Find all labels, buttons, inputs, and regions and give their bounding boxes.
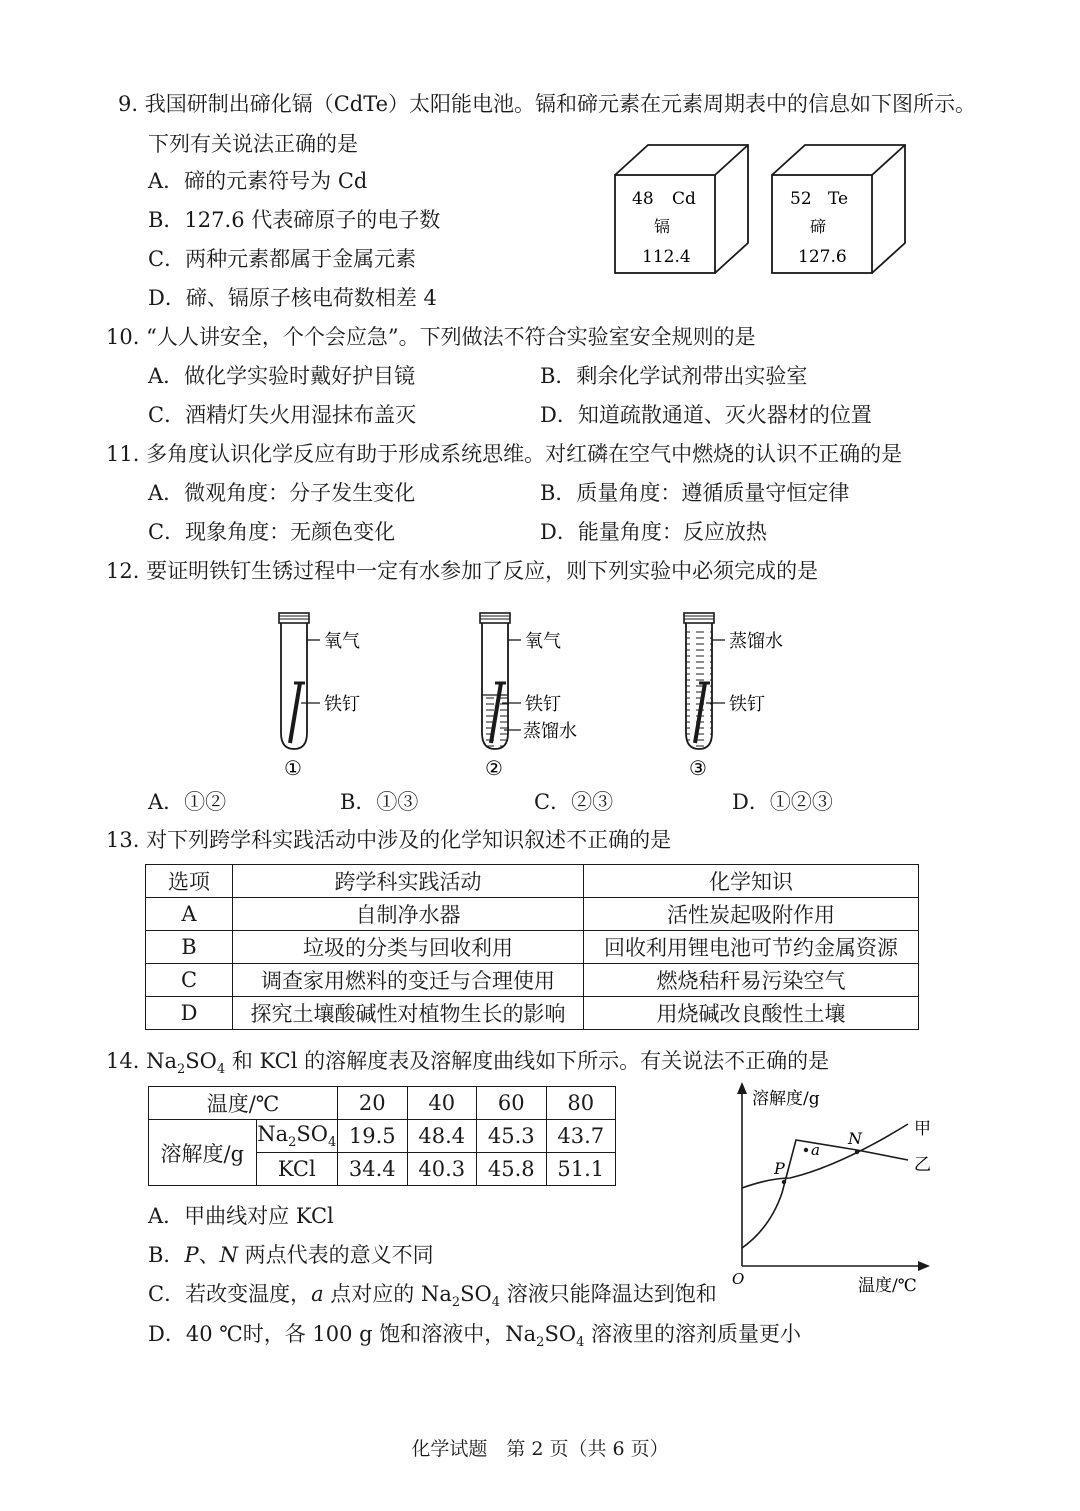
point-p-marker <box>782 1180 786 1184</box>
label-yi: 乙 <box>914 1155 931 1175</box>
q10-option-c: C．酒精灯失火用湿抹布盖灭 <box>148 403 417 427</box>
q14-b-prefix: B． <box>148 1243 185 1267</box>
so-sub: 4 <box>328 1135 337 1151</box>
q14-c-a: a <box>311 1282 324 1306</box>
table-cell: 48.4 <box>407 1120 477 1153</box>
q11-stem-text: 多角度认识化学反应有助于形成系统思维。对红磷在空气中燃烧的认识不正确的是 <box>146 442 903 466</box>
q14-c-sub2: 4 <box>491 1295 501 1311</box>
q14-stem-na: Na <box>146 1049 177 1073</box>
temp-cell: 20 <box>338 1087 408 1120</box>
q14-c-prefix: C．若改变温度， <box>148 1282 312 1306</box>
temp-cell: 60 <box>477 1087 547 1120</box>
table-cell: C <box>146 964 233 997</box>
q11-number: 11. <box>106 442 140 466</box>
q11-option-c: C．现象角度：无颜色变化 <box>148 520 396 544</box>
q12-stem-text: 要证明铁钉生锈过程中一定有水参加了反应，则下列实验中必须完成的是 <box>146 559 819 583</box>
graph-origin: O <box>732 1270 745 1288</box>
q11-option-b: B．质量角度：遵循质量守恒定律 <box>540 481 850 505</box>
test-tube-2 <box>480 613 521 749</box>
q14-option-d <box>148 1320 801 1357</box>
q14-b-text: 两点代表的意义不同 <box>237 1243 434 1267</box>
q14-d-so: SO <box>544 1322 577 1346</box>
q14-d-text: 溶液里的溶剂质量更小 <box>584 1322 802 1346</box>
q11-stem <box>106 440 902 468</box>
te-name: 碲 <box>810 217 827 236</box>
tube2-index: ② <box>485 756 503 780</box>
q13-stem-text: 对下列跨学科实践活动中涉及的化学知识叙述不正确的是 <box>146 828 672 852</box>
cd-name: 镉 <box>654 217 671 236</box>
table-cell: 活性炭起吸附作用 <box>584 898 919 931</box>
table-cell: 51.1 <box>546 1153 616 1186</box>
q14-b-sep: 、 <box>198 1243 220 1267</box>
table-header-cell: 化学知识 <box>584 865 919 898</box>
table-cell: 用烧碱改良酸性土壤 <box>584 997 919 1030</box>
q14-stem-sub2: 4 <box>216 1062 226 1078</box>
q12-option-b: B．①③ <box>340 790 419 814</box>
table-cell: B <box>146 931 233 964</box>
q11-option-d: D．能量角度：反应放热 <box>540 520 767 544</box>
tube3-label-water: 蒸馏水 <box>729 631 783 652</box>
table-row <box>146 997 919 1030</box>
row-label-na2so4 <box>256 1120 337 1153</box>
q12-option-a: A．①② <box>148 790 227 814</box>
label-n: N <box>848 1129 862 1148</box>
solubility-group-label: 溶解度/g <box>149 1120 257 1186</box>
q12-number: 12. <box>106 559 140 583</box>
tube2-label-nail: 铁钉 <box>525 694 561 715</box>
table-row <box>146 964 919 997</box>
q14-c-mid: 点对应的 Na <box>323 1282 452 1306</box>
table-cell: 调查家用燃料的变迁与合理使用 <box>233 964 584 997</box>
table-header-row <box>149 1087 616 1120</box>
table-cell: 自制净水器 <box>233 898 584 931</box>
table-cell: 垃圾的分类与回收利用 <box>233 931 584 964</box>
table-row <box>146 898 919 931</box>
q10-number: 10. <box>106 325 140 349</box>
tube1-index: ① <box>284 756 302 780</box>
table-cell: A <box>146 898 233 931</box>
table-cell: D <box>146 997 233 1030</box>
q10-stem-text: “人人讲安全，个个会应急”。下列做法不符合实验室安全规则的是 <box>146 325 756 349</box>
table-cell: 40.3 <box>407 1153 477 1186</box>
te-atomic-number: 52 <box>790 189 812 209</box>
tube1-label-nail: 铁钉 <box>324 694 360 715</box>
cd-atomic-number: 48 <box>632 189 654 209</box>
q13-stem <box>106 826 671 854</box>
q14-solubility-table <box>148 1086 616 1186</box>
label-p: P <box>774 1159 785 1178</box>
q12-stem <box>106 557 818 585</box>
table-row <box>146 931 919 964</box>
q14-option-a: A．甲曲线对应 KCl <box>148 1204 334 1228</box>
table-row <box>149 1120 616 1153</box>
q9-stem-text1: 我国研制出碲化镉（CdTe）太阳能电池。镉和碲元素在元素周期表中的信息如下图所示。 <box>144 92 977 116</box>
q9-option-d: D．碲、镉原子核电荷数相差 4 <box>148 286 437 310</box>
graph-xlabel: 温度/℃ <box>858 1276 917 1296</box>
test-tube-1 <box>279 613 320 749</box>
q14-stem-text: 和 KCl 的溶解度表及溶解度曲线如下所示。有关说法不正确的是 <box>225 1049 830 1073</box>
y-axis-arrow <box>737 1082 747 1094</box>
q9-stem-line1 <box>118 90 976 118</box>
q14-c-so: SO <box>460 1282 492 1306</box>
tube3-index: ③ <box>689 756 707 780</box>
q9-option-a: A．碲的元素符号为 Cd <box>148 169 368 193</box>
q14-stem-so: SO <box>185 1049 217 1073</box>
q14-number: 14. <box>106 1049 140 1073</box>
element-cubes-figure <box>610 140 970 280</box>
q9-option-b: B．127.6 代表碲原子的电子数 <box>148 208 441 232</box>
test-tube-3 <box>684 613 725 749</box>
page-footer: 化学试题 第 2 页（共 6 页） <box>411 1438 669 1460</box>
q14-b-n: N <box>219 1243 238 1267</box>
q14-b-p: P <box>184 1243 199 1267</box>
label-a: a <box>811 1141 820 1159</box>
q14-option-c <box>148 1280 717 1317</box>
q13-number: 13. <box>106 828 140 852</box>
q10-option-a: A．做化学实验时戴好护目镜 <box>148 364 416 388</box>
table-header-cell: 选项 <box>146 865 233 898</box>
na-text: Na <box>257 1121 289 1146</box>
te-symbol: Te <box>828 189 849 209</box>
point-a-marker <box>804 1148 808 1152</box>
solubility-curve-figure <box>720 1078 950 1298</box>
q14-option-b <box>148 1241 434 1269</box>
curve-yi <box>742 1140 908 1248</box>
temp-header-cell: 温度/℃ <box>149 1087 338 1120</box>
te-atomic-mass: 127.6 <box>798 247 847 267</box>
q14-stem-sub: 2 <box>177 1062 186 1078</box>
q10-stem <box>106 323 756 351</box>
temp-cell: 80 <box>546 1087 616 1120</box>
q10-option-d: D．知道疏散通道、灭火器材的位置 <box>540 403 872 427</box>
q9-number: 9. <box>118 92 139 116</box>
table-cell: 43.7 <box>546 1120 616 1153</box>
cd-atomic-mass: 112.4 <box>642 247 691 267</box>
na-sub: 2 <box>288 1135 297 1151</box>
table-cell: 探究土壤酸碱性对植物生长的影响 <box>233 997 584 1030</box>
q13-table <box>145 864 919 1030</box>
q9-option-c: C．两种元素都属于金属元素 <box>148 247 417 271</box>
q12-option-d: D．①②③ <box>732 790 833 814</box>
q10-option-b: B．剩余化学试剂带出实验室 <box>540 364 808 388</box>
test-tube-figure <box>260 605 820 785</box>
table-cell: 19.5 <box>338 1120 408 1153</box>
row-label-kcl: KCl <box>256 1153 337 1186</box>
tube1-label-oxygen: 氧气 <box>324 631 360 652</box>
q14-d-sub: 2 <box>536 1335 545 1351</box>
curve-jia <box>742 1124 908 1188</box>
cd-symbol: Cd <box>672 189 696 209</box>
so-text: SO <box>296 1121 329 1146</box>
q14-c-text: 溶液只能降温达到饱和 <box>500 1282 717 1306</box>
table-cell: 45.8 <box>477 1153 547 1186</box>
tube3-label-nail: 铁钉 <box>729 694 765 715</box>
q11-option-a: A．微观角度：分子发生变化 <box>148 481 416 505</box>
q14-d-prefix: D．40 ℃时，各 100 g 饱和溶液中，Na <box>148 1322 537 1346</box>
q9-stem-line2: 下列有关说法正确的是 <box>148 132 358 156</box>
tube2-label-water: 蒸馏水 <box>523 721 577 742</box>
x-axis-arrow <box>918 1261 930 1271</box>
table-header-row <box>146 865 919 898</box>
graph-ylabel: 溶解度/g <box>752 1089 820 1109</box>
tube2-label-oxygen: 氧气 <box>525 631 561 652</box>
table-cell: 回收利用锂电池可节约金属资源 <box>584 931 919 964</box>
table-cell: 34.4 <box>338 1153 408 1186</box>
point-n-marker <box>855 1150 859 1154</box>
q14-d-sub2: 4 <box>576 1335 585 1351</box>
table-cell: 燃烧秸秆易污染空气 <box>584 964 919 997</box>
temp-cell: 40 <box>407 1087 477 1120</box>
label-jia: 甲 <box>914 1119 931 1139</box>
q12-option-c: C．②③ <box>534 790 614 814</box>
q14-c-sub: 2 <box>451 1295 461 1311</box>
table-cell: 45.3 <box>477 1120 547 1153</box>
table-header-cell: 跨学科实践活动 <box>233 865 584 898</box>
